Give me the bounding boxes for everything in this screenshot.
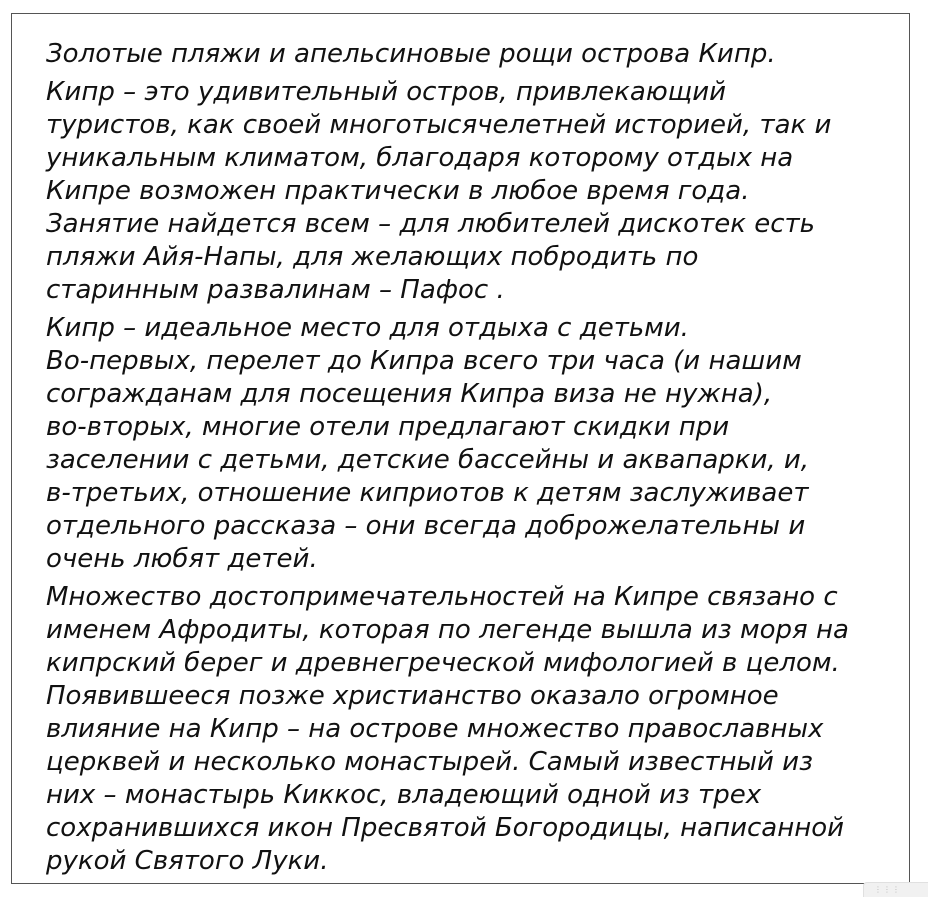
text-line: заселении с детьми, детские бассейны и аквапарки, и, — [46, 445, 810, 475]
text-line: пляжи Айя-Напы, для желающих побродить по — [46, 242, 699, 272]
text-line: очень любят детей. — [46, 544, 318, 574]
paragraph-sights — [46, 581, 906, 878]
text-line: туристов, как своей многотысячелетней историей, так и — [46, 110, 832, 140]
text-line: в-третьих, отношение киприотов к детям заслуживает — [46, 478, 809, 508]
text-line: отдельного рассказа – они всегда доброжелательны и — [46, 511, 806, 541]
text-line: Кипре возможен практически в любое время года. — [46, 176, 750, 206]
text-line: сохранившихся икон Пресвятой Богородицы, написанной — [46, 813, 845, 843]
text-line: рукой Святого Луки. — [46, 846, 329, 876]
text-line: Золотые пляжи и апельсиновые рощи острова Кипр. — [46, 39, 776, 69]
grip-dots-icon: ⋮⋮⋮ — [874, 885, 901, 894]
text-line: уникальным климатом, благодаря которому отдых на — [46, 143, 794, 173]
paragraph-children — [46, 312, 906, 576]
text-line: согражданам для посещения Кипра виза не нужна), — [46, 379, 773, 409]
text-line: Кипр – это удивительный остров, привлекающий — [46, 77, 726, 107]
text-line: церквей и несколько монастырей. Самый известный из — [46, 747, 813, 777]
document-frame — [11, 13, 910, 884]
text-line: именем Афродиты, которая по легенде вышла из моря на — [46, 615, 849, 645]
resize-handle[interactable] — [863, 882, 928, 897]
text-line: во-вторых, многие отели предлагают скидки при — [46, 412, 730, 442]
text-line: старинным развалинам – Пафос . — [46, 275, 505, 305]
text-line: Множество достопримечательностей на Кипре связано с — [46, 582, 838, 612]
text-line: Появившееся позже христианство оказало огромное — [46, 681, 779, 711]
text-line: кипрский берег и древнегреческой мифологией в целом. — [46, 648, 840, 678]
paragraph-title — [46, 38, 906, 71]
text-line: них – монастырь Киккос, владеющий одной из трех — [46, 780, 762, 810]
text-line: Во-первых, перелет до Кипра всего три часа (и нашим — [46, 346, 802, 376]
text-line: Занятие найдется всем – для любителей дискотек есть — [46, 209, 815, 239]
text-line: Кипр – идеальное место для отдыха с детьми. — [46, 313, 689, 343]
paragraph-intro — [46, 76, 906, 307]
document-text — [46, 38, 906, 883]
text-line: влияние на Кипр – на острове множество православных — [46, 714, 824, 744]
